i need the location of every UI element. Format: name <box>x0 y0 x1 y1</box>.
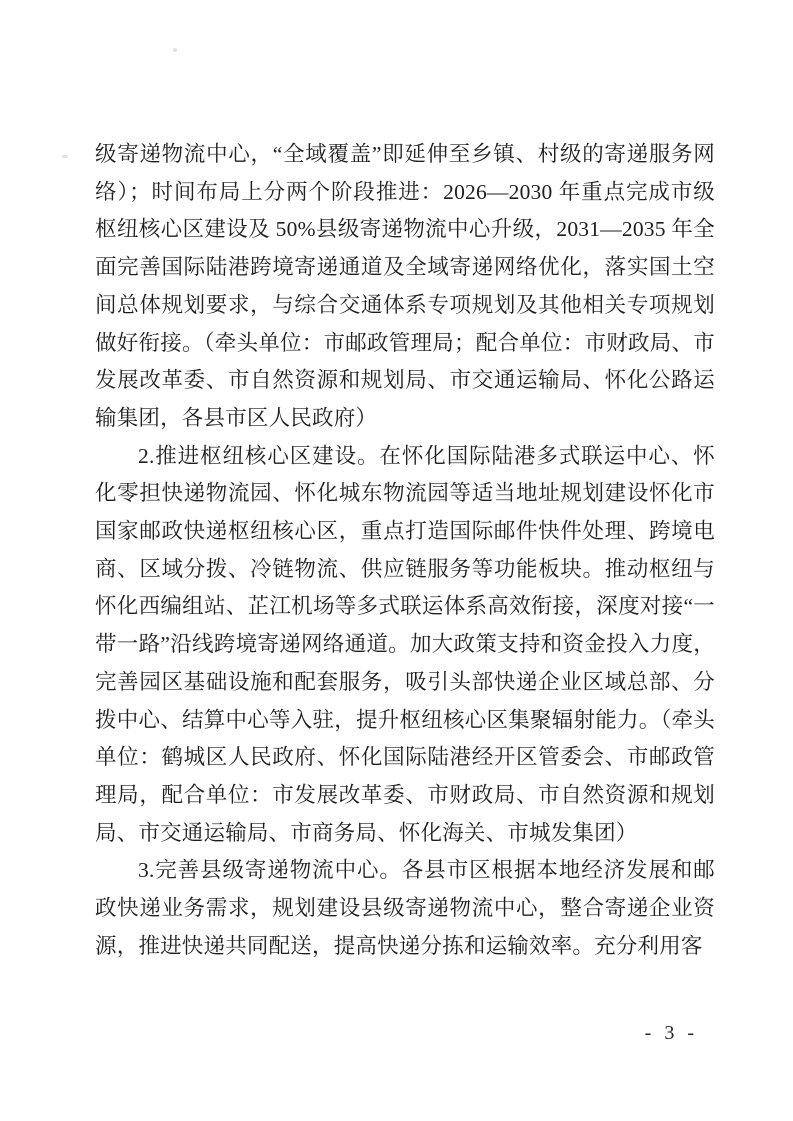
paragraph-item-2: 2.推进枢纽核心区建设。在怀化国际陆港多式联运中心、怀化零担快递物流园、怀化城东物流园等适当地址规划建设怀化市国家邮政快递枢纽核心区，重点打造国际邮件快件处理、跨境电商、区域分拨、冷链物流、供应链服务等功能板块。推动枢纽与怀化西编组站、芷江机场等多式联运体系高效衔接，深度对接“一带一路”沿线跨境寄递网络通道。加大政策支持和资金投入力度，完善园区基础设施和配套服务，吸引头部快递企业区域总部、分拨中心、结算中心等入驻，提升枢纽核心区集聚辐射能力。（牵头单位：鹤城区人民政府、怀化国际陆港经开区管委会、市邮政管理局，配合单位：市发展改革委、市财政局、市自然资源和规划局、市交通运输局、市商务局、怀化海关、市城发集团） <box>95 443 715 845</box>
paragraph-continuation: 级寄递物流中心，“全域覆盖”即延伸至乡镇、村级的寄递服务网络）；时间布局上分两个阶段推进：2026—2030 年重点完成市级枢纽核心区建设及 50%县级寄递物流中心升级，2031—2035 年全面完善国际陆港跨境寄递通道及全域寄递网络优化，落实国土空间总体规划要求，与综合交通体系专项规划及其他相关专项规划做好衔接。（牵头单位：市邮政管理局；配合单位：市财政局、市发展改革委、市自然资源和规划局、市交通运输局、怀化公路运输集团，各县市区人民政府） <box>95 142 715 430</box>
scan-speck <box>173 48 177 52</box>
paragraph-item-3: 3.完善县级寄递物流中心。各县市区根据本地经济发展和邮政快递业务需求，规划建设县级寄递物流中心，整合寄递企业资源，推进快递共同配送，提高快递分拣和运输效率。充分利用客 <box>95 858 715 958</box>
page-number: - 3 - <box>644 1022 698 1044</box>
document-body <box>95 136 715 965</box>
scan-speck <box>62 155 68 158</box>
